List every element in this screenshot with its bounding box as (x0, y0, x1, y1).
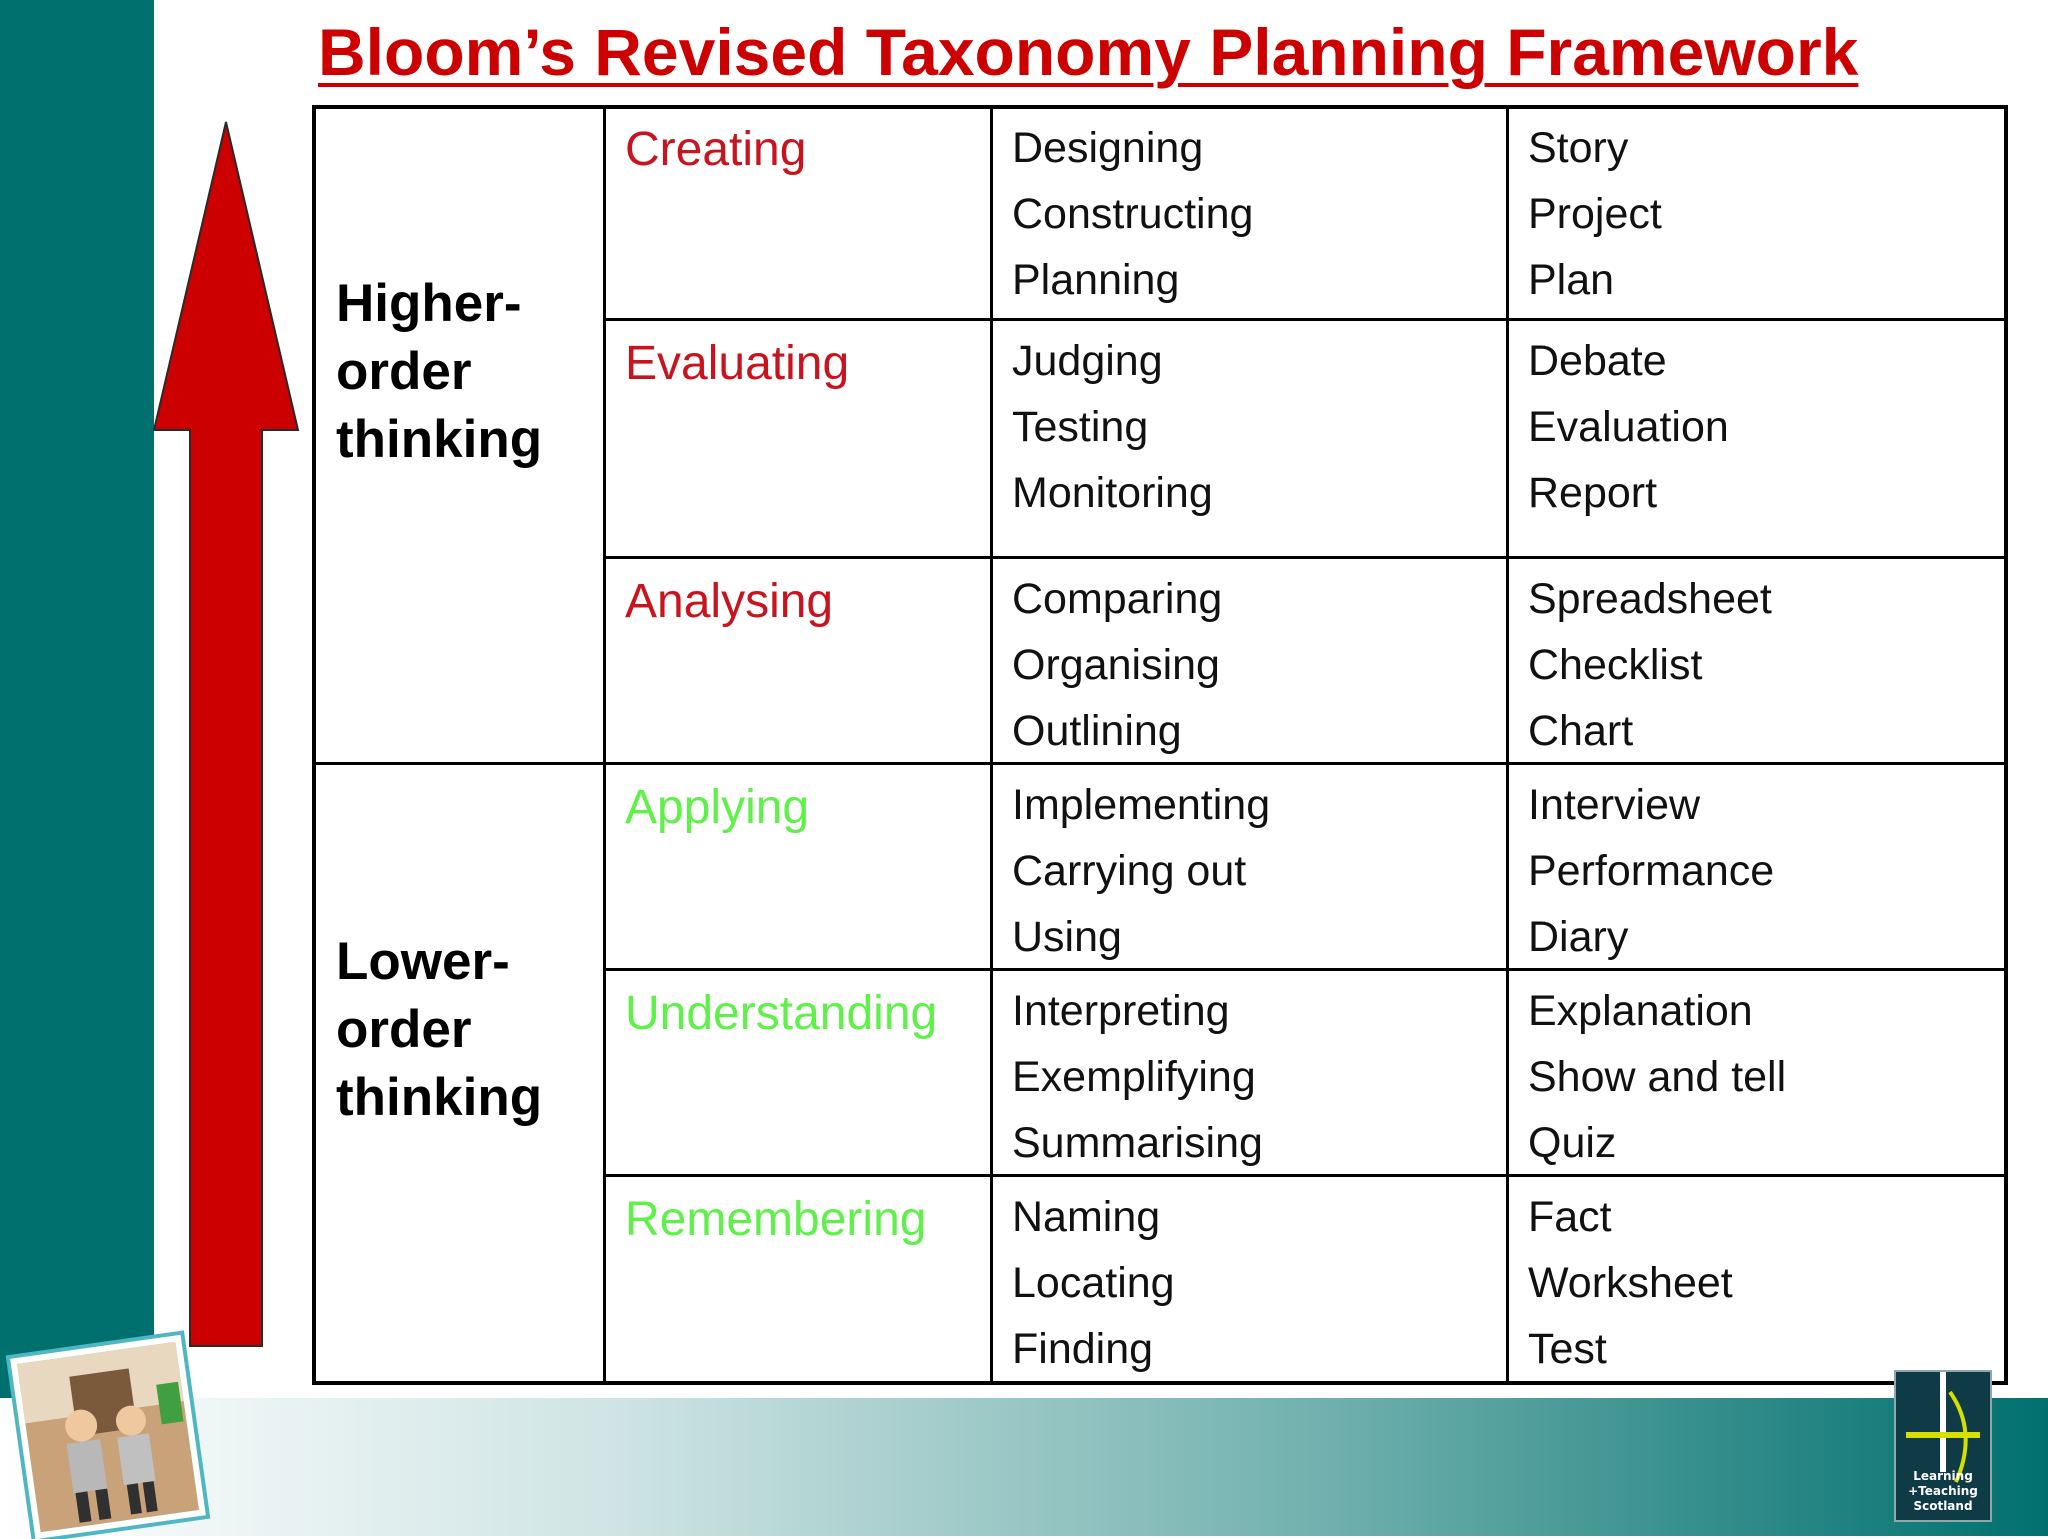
col-divider-3 (1506, 107, 1509, 1383)
verbs-analysing: Comparing Organising Outlining (1012, 575, 1223, 755)
level-analysing: Analysing (625, 575, 834, 628)
level-applying: Applying (625, 781, 810, 834)
left-teal-band (0, 0, 154, 1536)
verbs-applying: Implementing Carrying out Using (1012, 781, 1271, 961)
page-title: Bloom’s Revised Taxonomy Planning Framework (318, 15, 1859, 89)
bottom-gradient-band (0, 1398, 2048, 1536)
products-remembering: Fact Worksheet Test (1528, 1193, 1733, 1373)
products-understanding: Explanation Show and tell Quiz (1528, 987, 1787, 1167)
lower-order-label: Lower- order thinking (336, 932, 543, 1127)
verbs-remembering: Naming Locating Finding (1012, 1193, 1175, 1373)
products-analysing: Spreadsheet Checklist Chart (1528, 575, 1772, 755)
up-arrow-icon (150, 118, 302, 1350)
learning-teaching-scotland-logo (1894, 1370, 1992, 1522)
row-divider-5 (604, 1174, 2006, 1177)
verbs-evaluating: Judging Testing Monitoring (1012, 337, 1213, 517)
products-evaluating: Debate Evaluation Report (1528, 337, 1729, 517)
level-understanding: Understanding (625, 987, 938, 1040)
logo-line-1: Learning (1913, 1469, 1973, 1483)
higher-order-label: Higher- order thinking (336, 274, 543, 469)
row-divider-1 (604, 318, 2006, 321)
level-evaluating: Evaluating (625, 337, 850, 390)
row-divider-2 (604, 556, 2006, 559)
verbs-creating: Designing Constructing Planning (1012, 124, 1254, 304)
row-divider-4 (604, 968, 2006, 971)
verbs-understanding: Interpreting Exemplifying Summarising (1012, 987, 1263, 1167)
logo-line-2: +Teaching (1908, 1484, 1978, 1498)
children-photo-icon (17, 1342, 199, 1533)
col-divider-1 (603, 107, 606, 1383)
children-photo (10, 1335, 206, 1539)
logo-line-3: Scotland (1913, 1499, 1973, 1513)
products-applying: Interview Performance Diary (1528, 781, 1775, 961)
level-remembering: Remembering (625, 1193, 927, 1246)
level-creating: Creating (625, 123, 807, 176)
products-creating: Story Project Plan (1528, 124, 1662, 304)
col-divider-2 (990, 107, 993, 1383)
